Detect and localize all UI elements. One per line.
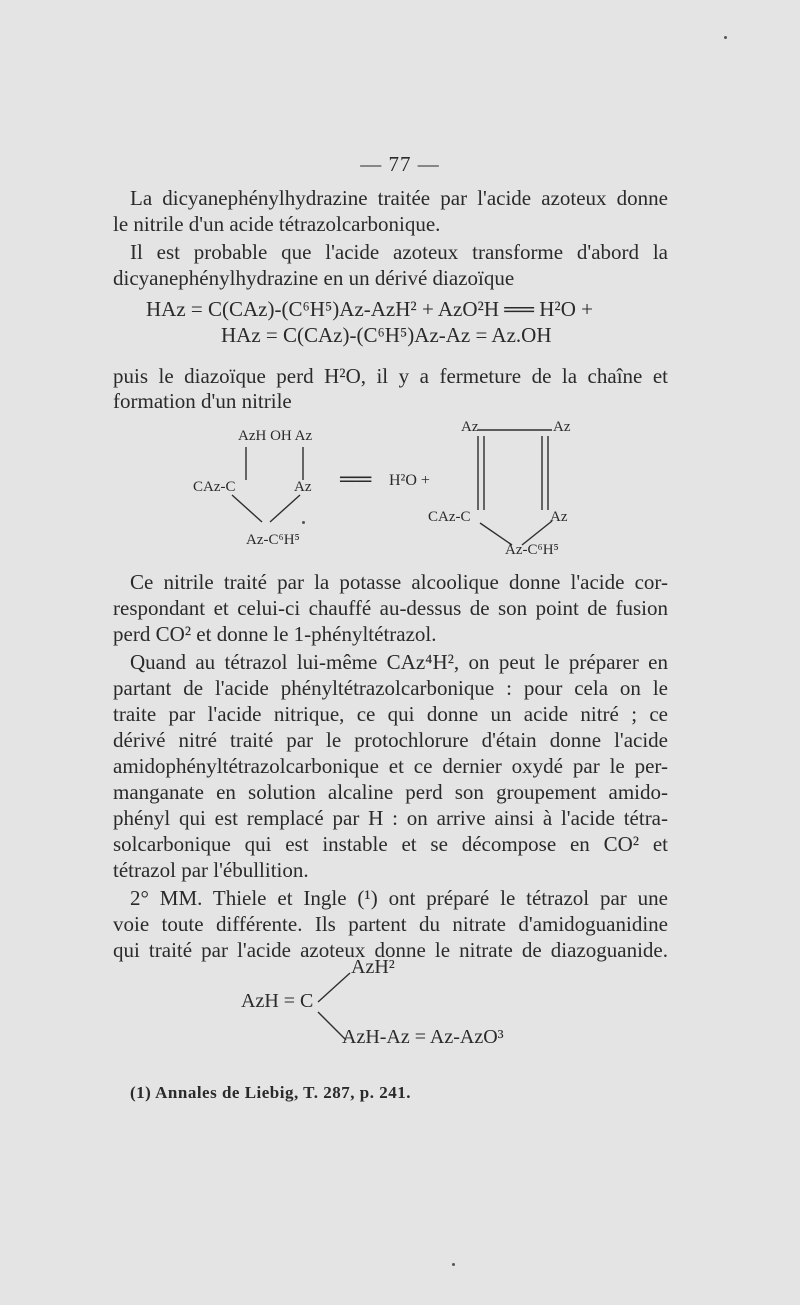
equation-line-2: HAz = C(CAz)-(C⁶H⁵)Az-Az = Az.OH (221, 323, 552, 347)
bond-right-az-n (522, 521, 552, 545)
diagram-1-right-top-left: Az (461, 419, 479, 435)
paragraph-1-line-1: La dicyanephénylhydrazine traitée par l'acide azoteux donne (130, 186, 668, 210)
paragraph-6-line-1: 2° MM. Thiele et Ingle (¹) ont préparé le tétrazol par une (130, 886, 668, 910)
paragraph-5-line-5: amidophényltétrazolcarbonique et ce dernier oxydé par le per- (113, 754, 668, 778)
diagram-1-product: H²O + (389, 472, 430, 489)
diagram-1-right-bottom: Az-C⁶H⁵ (505, 542, 559, 558)
paragraph-5-line-1: Quand au tétrazol lui-même CAz⁴H², on peut le préparer en (130, 650, 668, 674)
paragraph-2-line-2: dicyanephénylhydrazine en un dérivé diazoïque (113, 266, 515, 290)
diagram-1-right-c: CAz-C (428, 509, 471, 525)
bond-c-azh2 (318, 973, 350, 1002)
paragraph-5-line-8: solcarbonique qui est instable et se décompose en CO² et (113, 832, 668, 856)
paragraph-1-line-2: le nitrile d'un acide tétrazolcarbonique. (113, 212, 441, 236)
paragraph-4-line-1: Ce nitrile traité par la potasse alcoolique donne l'acide cor- (130, 570, 668, 594)
paragraph-4-line-2: respondant et celui-ci chauffé au-dessus de son point de fusion (113, 596, 668, 620)
bond-right-c-n (480, 523, 512, 545)
diagram-1-left-az: Az (294, 479, 312, 495)
paragraph-5-line-3: traite par l'acide nitrique, ce qui donne un acide nitré ; ce (113, 702, 668, 726)
diagram-1-right-az: Az (550, 509, 568, 525)
diagram-2-top: AzH² (351, 956, 395, 978)
page-number: — 77 — (360, 152, 440, 176)
bond-c-n-left (232, 495, 262, 522)
diagram-1-right-top-right: Az (553, 419, 571, 435)
paragraph-5-line-6: manganate en solution alcaline perd son groupement amido- (113, 780, 668, 804)
scan-speck (724, 36, 727, 39)
scan-speck (452, 1263, 455, 1266)
paragraph-6-line-3: qui traité par l'acide azoteux donne le nitrate de diazoguanide. (113, 938, 668, 962)
paragraph-5-line-7: phényl qui est remplacé par H : on arrive ainsi à l'acide tétra- (113, 806, 668, 830)
equation-line-1: HAz = C(CAz)-(C⁶H⁵)Az-AzH² + AzO²H ══ H²O + (146, 297, 593, 321)
footnote: (1) Annales de Liebig, T. 287, p. 241. (130, 1083, 411, 1102)
paragraph-3-line-1: puis le diazoïque perd H²O, il y a fermeture de la chaîne et (113, 364, 668, 388)
paragraph-2-line-1: Il est probable que l'acide azoteux transforme d'abord la (130, 240, 668, 264)
diagram-1-left-bottom: Az-C⁶H⁵ (246, 532, 300, 548)
paragraph-5-line-4: dérivé nitré traité par le protochlorure d'étain donne l'acide (113, 728, 668, 752)
bond-c-azh-az (318, 1012, 346, 1040)
paragraph-5-line-9: tétrazol par l'ébullition. (113, 858, 309, 882)
diagram-1-left-c: CAz-C (193, 479, 236, 495)
paragraph-4-line-3: perd CO² et donne le 1-phényltétrazol. (113, 622, 437, 646)
paragraph-3-line-2: formation d'un nitrile (113, 389, 292, 413)
diagram-1-left-top: AzH OH Az (238, 428, 313, 444)
paragraph-6-line-2: voie toute différente. Ils partent du nitrate d'amidoguanidine (113, 912, 668, 936)
diagram-1-equals: ══ (340, 466, 372, 491)
diagram-2-bottom: AzH-Az = Az-AzO³ (342, 1026, 504, 1048)
paragraph-5-line-2: partant de l'acide phényltétrazolcarbonique : pour cela on le (113, 676, 668, 700)
diagram-2-left: AzH = C (241, 990, 314, 1012)
scan-speck (302, 521, 305, 524)
bond-az-n-left (270, 495, 300, 522)
